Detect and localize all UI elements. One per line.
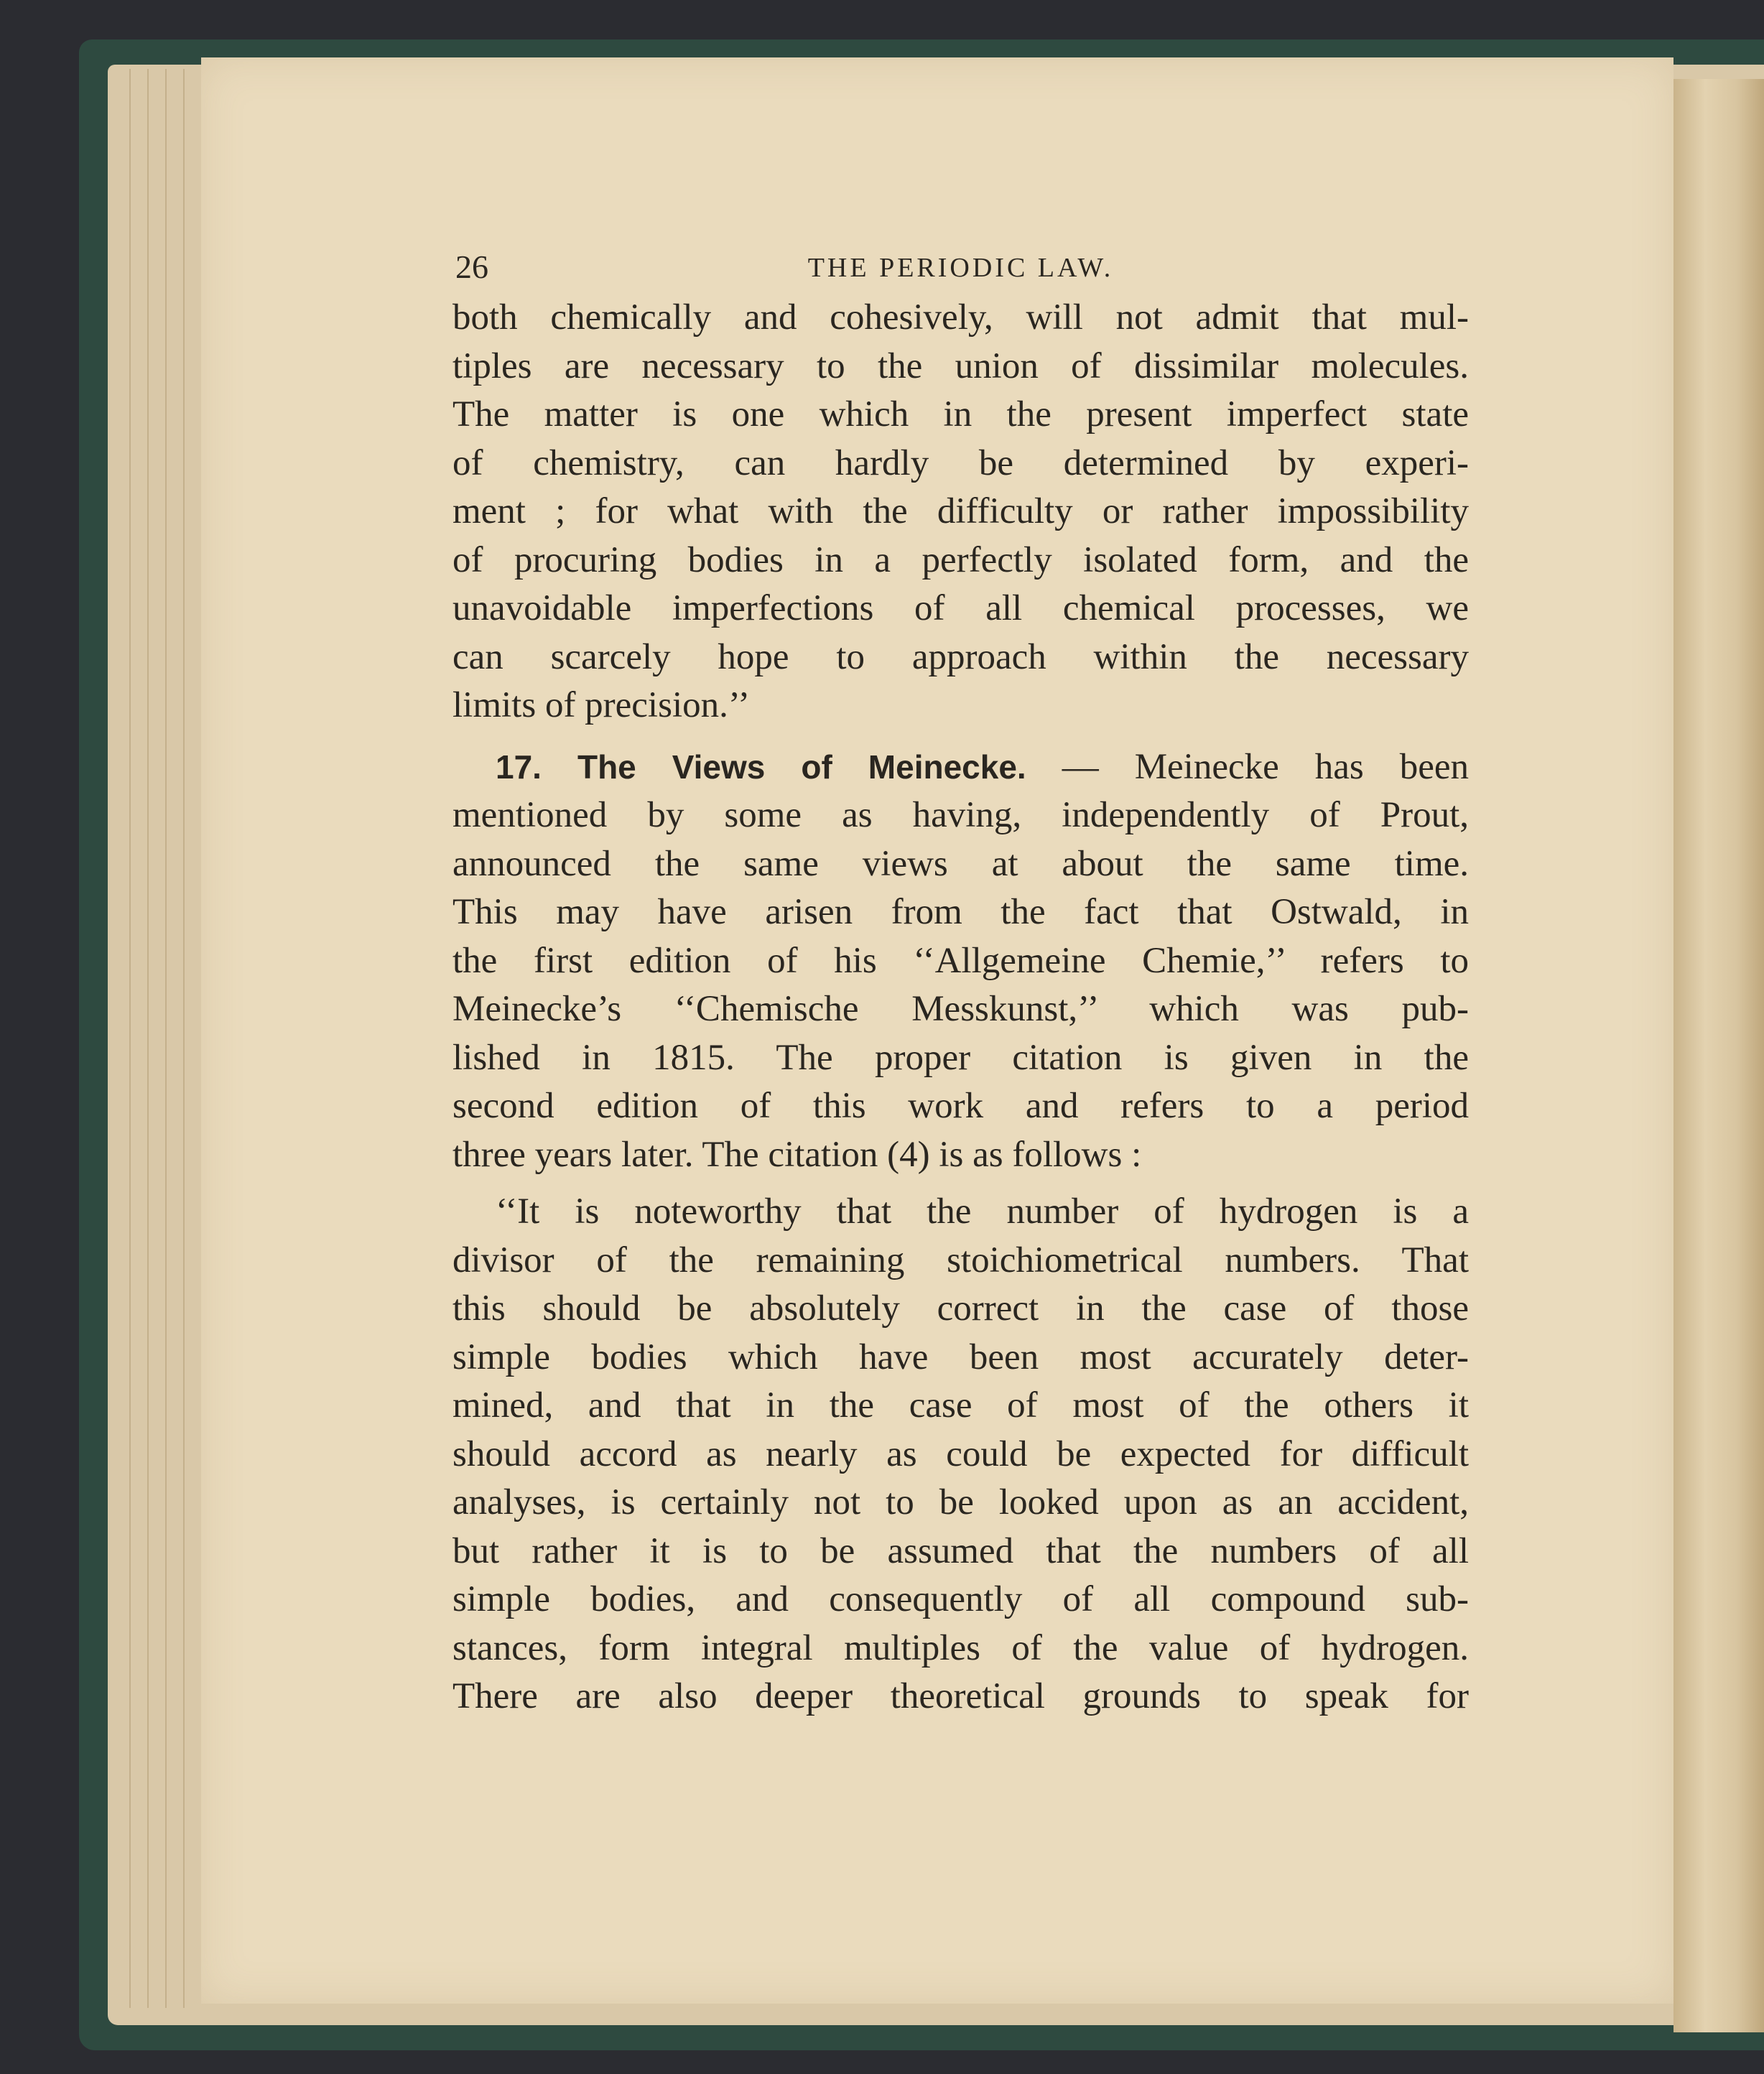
text-fragment: — Meinecke has been <box>1062 746 1469 787</box>
text-line: limits of precision.’’ <box>452 685 751 725</box>
text-line: tiples are necessary to the union of dissimilar molecules. <box>452 345 1469 386</box>
text-line: mentioned by some as having, independently of Prout, <box>452 795 1469 835</box>
paragraph-continued <box>452 294 1469 730</box>
text-line: There are also deeper theoretical grounds to speak for <box>452 1676 1469 1716</box>
text-line: divisor of the remaining stoichiometrical numbers. That <box>452 1240 1469 1280</box>
book-gutter <box>1674 79 1764 2032</box>
text-line: analyses, is certainly not to be looked upon as an accident, <box>452 1482 1469 1522</box>
text-line: ‘‘It is noteworthy that the number of hydrogen is a <box>496 1191 1469 1232</box>
running-head <box>452 248 1469 294</box>
text-line: second edition of this work and refers to a period <box>452 1086 1469 1126</box>
text-line: of chemistry, can hardly be determined by experi- <box>452 442 1469 483</box>
section-heading: 17. The Views of Meinecke. <box>496 748 1026 786</box>
text-line: should accord as nearly as could be expected for difficult <box>452 1433 1469 1474</box>
text-line: The matter is one which in the present imperfect state <box>452 394 1469 434</box>
quotation-paragraph <box>452 1188 1469 1721</box>
text-line: this should be absolutely correct in the case of those <box>452 1288 1469 1329</box>
page-edge <box>147 69 156 2008</box>
section-first-line <box>452 743 1469 792</box>
text-line: but rather it is to be assumed that the numbers of all <box>452 1530 1469 1571</box>
text-line: lished in 1815. The proper citation is given in the <box>452 1037 1469 1078</box>
text-line: stances, form integral multiples of the value of hydrogen. <box>452 1627 1469 1668</box>
text-line: three years later. The citation (4) is as follows : <box>452 1134 1142 1175</box>
text-line: simple bodies which have been most accurately deter- <box>452 1336 1469 1377</box>
text-line: This may have arisen from the fact that Ostwald, in <box>452 892 1469 932</box>
page-text <box>452 248 1469 1721</box>
section-17-paragraph <box>452 743 1469 1180</box>
text-line: unavoidable imperfections of all chemical processes, we <box>452 588 1469 628</box>
text-line: simple bodies, and consequently of all compound sub- <box>452 1579 1469 1619</box>
page-edge <box>165 69 174 2008</box>
page-number: 26 <box>455 248 488 285</box>
text-line: mined, and that in the case of most of the others it <box>452 1385 1469 1426</box>
text-line: the first edition of his ‘‘Allgemeine Chemie,’’ refers to <box>452 940 1469 981</box>
text-line: announced the same views at about the same time. <box>452 843 1469 884</box>
page-edge <box>129 69 138 2008</box>
page-edge <box>183 69 192 2008</box>
text-line: Meinecke’s ‘‘Chemische Messkunst,’’ which was pub- <box>452 989 1469 1029</box>
text-line: can scarcely hope to approach within the necessary <box>452 636 1469 677</box>
text-line: ment ; for what with the difficulty or rather impossibility <box>452 491 1469 531</box>
running-head-title: THE PERIODIC LAW. <box>807 253 1114 283</box>
text-line: of procuring bodies in a perfectly isolated form, and the <box>452 539 1469 580</box>
text-line: both chemically and cohesively, will not admit that mul- <box>452 297 1469 338</box>
